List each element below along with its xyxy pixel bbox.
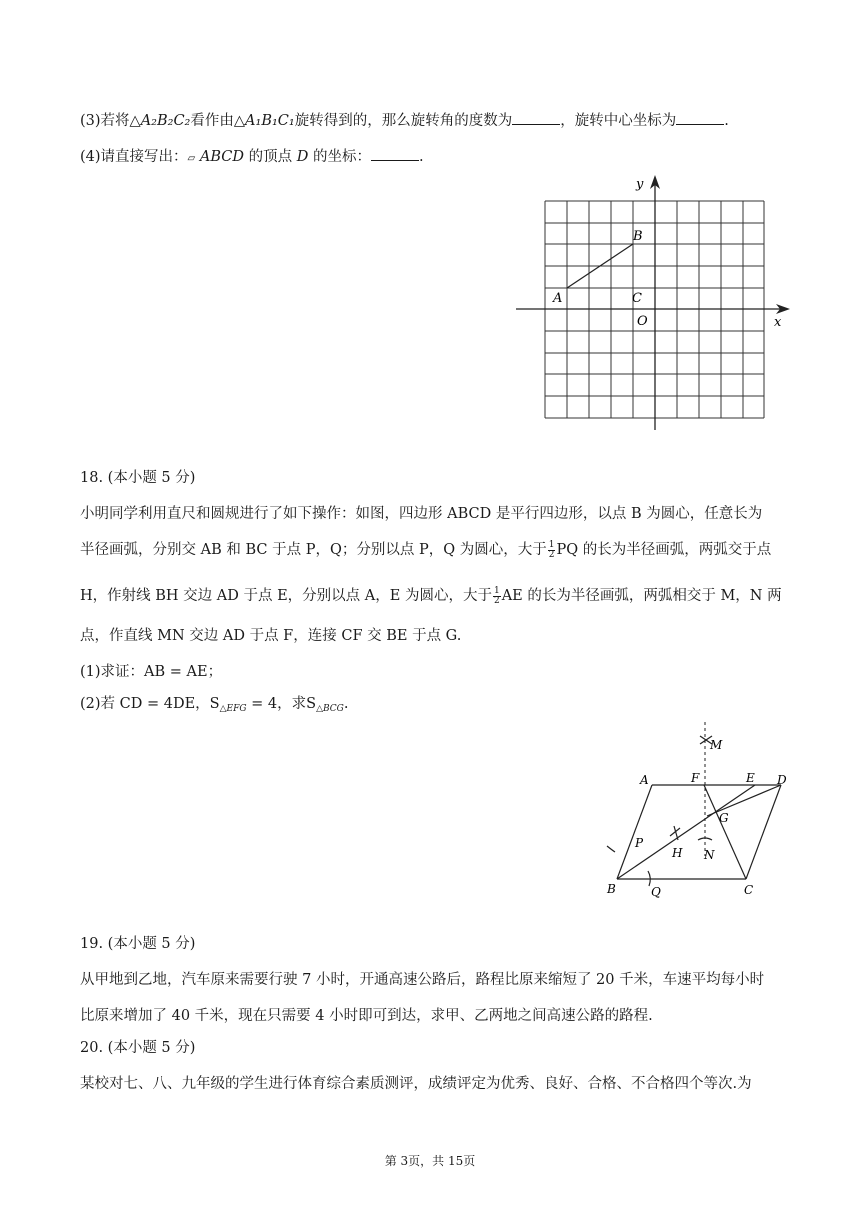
q18-part1: (1)求证：AB = AE； — [80, 664, 223, 680]
q18-part2: (2)若 CD = 4DE，$S_{\triangle EFG} = 4$，求$S_{\triangle BCG}$. — [80, 696, 349, 714]
triangle-a1b1c1: A₁B₁C₁ — [245, 113, 295, 129]
label-y: y — [636, 177, 644, 192]
q18-line4: 点，作直线 MN 交边 AD 于点 F，连接 CF 交 BE 于点 G. — [80, 628, 462, 644]
triangle-a2b2c2: A₂B₂C₂ — [140, 113, 191, 129]
label-c: C — [744, 883, 754, 897]
label-m: M — [710, 738, 723, 752]
q19-line1: 从甲地到乙地，汽车原来需要行驶 7 小时，开通高速公路后，路程比原来缩短了 20 千米，车速平均每小时 — [80, 972, 765, 988]
q18-heading: 18. (本小题 5 分) — [80, 470, 196, 486]
label-b: B — [633, 229, 643, 244]
q19-line2: 比原来增加了 40 千米，现在只需要 4 小时即可到达，求甲、乙两地之间高速公路的路程. — [80, 1008, 653, 1024]
q17-part3: (3)若将△A₂B₂C₂看作由△A₁B₁C₁旋转得到的，那么旋转角的度数为 ，旋转中心坐标为 . — [80, 113, 729, 129]
q19-heading: 19. (本小题 5 分) — [80, 936, 196, 952]
fraction-half: $\frac{1}{2}$ — [548, 539, 555, 560]
fraction-half: $\frac{1}{2}$ — [493, 585, 500, 606]
label-g: G — [719, 811, 729, 825]
label-e: E — [746, 771, 755, 785]
label-a: A — [553, 291, 563, 306]
coordinate-grid-figure — [510, 170, 800, 440]
label-p: P — [635, 836, 644, 850]
q20-heading: 20. (本小题 5 分) — [80, 1040, 196, 1056]
label-q: Q — [651, 885, 661, 899]
q18-line3: H，作射线 BH 交边 AD 于点 E，分别以点 A，E 为圆心，大于 $\frac{1}{2}$ AE 的长为半径画弧，两弧相交于 M，N 两 — [80, 585, 782, 606]
label-b: B — [607, 882, 616, 896]
answer-blank-center — [676, 112, 724, 125]
label-o: O — [637, 314, 648, 329]
label-h: H — [672, 846, 683, 860]
page-footer: 第 3页，共 15页 — [384, 1154, 476, 1168]
label-f: F — [691, 771, 700, 785]
label-d: D — [777, 773, 787, 787]
answer-blank-angle — [512, 112, 560, 125]
parallelogram-figure — [600, 716, 800, 906]
label-n: N — [704, 848, 715, 862]
label-c: C — [632, 291, 642, 306]
parallelogram-icon: ▱ — [187, 153, 196, 164]
label-x: x — [774, 315, 782, 330]
answer-blank-d — [371, 148, 419, 161]
q17-part4: (4)请直接写出：▱ ABCD 的顶点 D 的坐标： . — [80, 149, 424, 165]
q20-line1: 某校对七、八、九年级的学生进行体育综合素质测评，成绩评定为优秀、良好、合格、不合格四个等次.为 — [80, 1076, 752, 1092]
q18-line1: 小明同学利用直尺和圆规进行了如下操作：如图，四边形 ABCD 是平行四边形，以点 B 为圆心，任意长为 — [80, 506, 763, 522]
label-a: A — [640, 773, 649, 787]
q18-line2: 半径画弧，分别交 AB 和 BC 于点 P，Q；分别以点 P，Q 为圆心，大于 $\frac{1}{2}$ PQ 的长为半径画弧，两弧交于点 — [80, 539, 772, 560]
